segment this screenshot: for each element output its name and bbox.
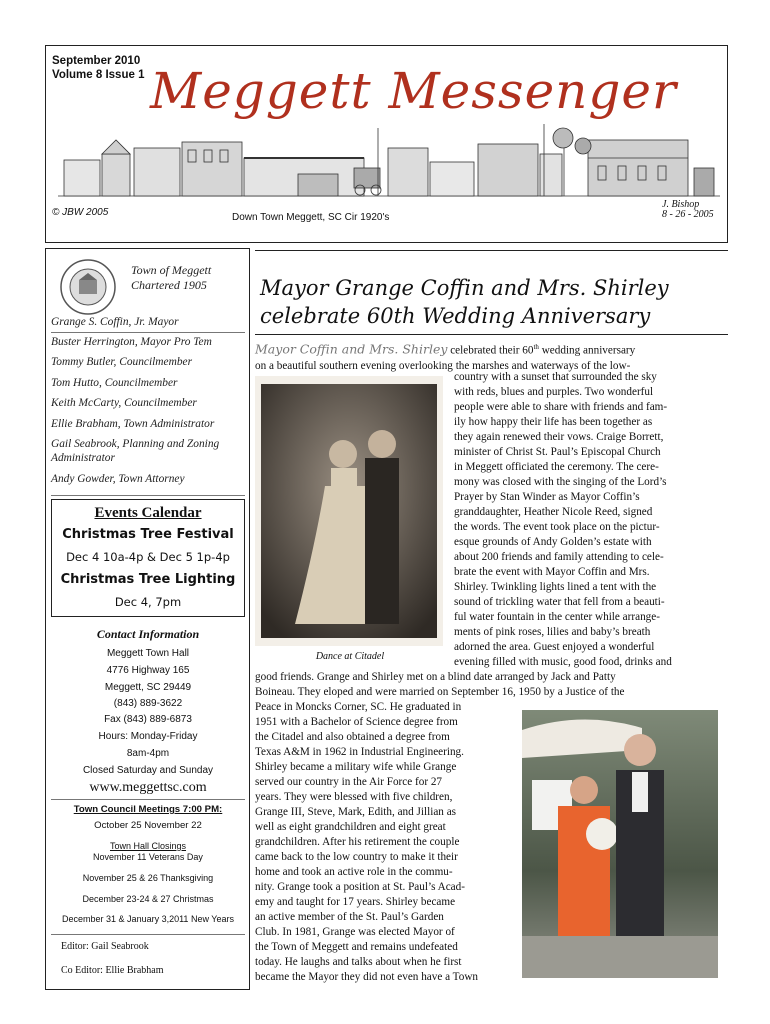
lead-text: celebrated their 60 bbox=[447, 344, 534, 357]
artist-signature: J. Bishop 8 - 26 - 2005 bbox=[662, 199, 714, 220]
article-line: mony was closed with the singing of the Lord’s bbox=[454, 476, 667, 488]
article-line: Club. In 1981, Grange was elected Mayor of bbox=[255, 926, 455, 938]
artist-credit: © JBW 2005 bbox=[52, 207, 109, 218]
article-line: evening filled with music, good food, drinks and bbox=[454, 656, 672, 668]
event-name: Christmas Tree Festival bbox=[62, 527, 234, 542]
official: Administrator bbox=[51, 452, 115, 464]
article-kicker: Mayor Coffin and Mrs. Shirley bbox=[255, 341, 448, 357]
article-line: emy and taught for 17 years. Shirley became bbox=[255, 896, 456, 908]
article-line: Shirley. Twinkling lights lined a tent with the bbox=[454, 581, 657, 593]
divider bbox=[51, 332, 245, 333]
article-line: country with a sunset that surrounded the sky bbox=[454, 371, 657, 383]
divider bbox=[51, 495, 245, 496]
editor-credit: Editor: Gail Seabrook bbox=[61, 941, 149, 952]
article-line: esque grounds of Andy Golden’s estate with bbox=[454, 536, 652, 548]
anniversary-couple-photo bbox=[522, 710, 718, 978]
article-line: ments of pink roses, lilies and baby’s breath bbox=[454, 626, 651, 638]
article-line: minister of Christ St. Paul’s Episcopal Church bbox=[454, 446, 661, 458]
article-line: in Meggett officiated the ceremony. The cere- bbox=[454, 461, 659, 473]
divider bbox=[255, 334, 728, 335]
article-line: nity. Grange took a position at St. Paul’s Acad- bbox=[255, 881, 465, 893]
co-editor-credit: Co Editor: Ellie Brabham bbox=[61, 965, 164, 976]
contact-line: Meggett Town Hall bbox=[106, 648, 190, 659]
lead-line bbox=[255, 340, 715, 359]
official: Andy Gowder, Town Attorney bbox=[51, 473, 185, 485]
headline-line: Mayor Grange Coffin and Mrs. Shirley bbox=[260, 276, 669, 300]
closing-date: December 31 & January 3,2011 New Years bbox=[62, 914, 234, 924]
article-line: granddaughter, Heather Nicole Reed, signed bbox=[454, 506, 653, 518]
lead-text: wedding anniversary bbox=[538, 344, 636, 357]
article-line: Shirley became a military wife while Grange bbox=[255, 761, 457, 773]
headline-line: celebrate 60th Wedding Anniversary bbox=[260, 304, 651, 328]
article-line: ful water fountain in the center while arrange- bbox=[454, 611, 660, 623]
article-line: the Citadel and also obtained a degree from bbox=[255, 731, 450, 743]
article-column-right bbox=[454, 370, 716, 670]
official: Tommy Butler, Councilmember bbox=[51, 356, 193, 368]
article-line: years. They were blessed with five children, bbox=[255, 791, 453, 803]
article-line: about 200 friends and family attending to cele- bbox=[454, 551, 664, 563]
article-line: sound of trickling water that fell from a beauti- bbox=[454, 596, 665, 608]
divider bbox=[51, 799, 245, 800]
article-line: Grange III, Steve, Mark, Edith, and Jillian as bbox=[255, 806, 457, 818]
article-line: brate the event with Mayor Coffin and Mrs. bbox=[454, 566, 650, 578]
lead-line: on a beautiful southern evening overlooking the marshes and waterways of the low- bbox=[255, 359, 631, 372]
article-line: became the Mayor they did not even have a Town bbox=[255, 971, 478, 983]
council-meetings-title: Town Council Meetings 7:00 PM: bbox=[73, 804, 223, 815]
article-line: 1951 with a Bachelor of Science degree from bbox=[255, 716, 458, 728]
town-header bbox=[131, 263, 211, 293]
event-date: Dec 4 10a-4p & Dec 5 1p-4p bbox=[66, 550, 230, 564]
article-line: with reds, blues and purples. Two wonderful bbox=[454, 386, 654, 398]
closings-title: Town Hall Closings bbox=[109, 841, 187, 851]
photo-caption: Dance at Citadel bbox=[315, 651, 385, 662]
contact-line: Closed Saturday and Sunday bbox=[82, 765, 214, 776]
article-line: they again renewed their vows. Craige Borrett, bbox=[454, 431, 664, 443]
article-line: well as eight grandchildren and eight great bbox=[255, 821, 446, 833]
event-date: Dec 4, 7pm bbox=[114, 595, 182, 609]
divider bbox=[255, 250, 728, 251]
contact-line: Hours: Monday-Friday bbox=[98, 731, 198, 742]
contact-fax: Fax (843) 889-6873 bbox=[104, 714, 192, 725]
town-name: Town of Meggett bbox=[131, 263, 212, 277]
official: Buster Herrington, Mayor Pro Tem bbox=[51, 336, 212, 348]
council-meetings-dates: October 25 November 22 bbox=[94, 820, 202, 831]
article-line: home and took an active role in the commu- bbox=[255, 866, 453, 878]
article-line: Prayer by Stan Winder as Mayor Coffin’s bbox=[454, 491, 640, 503]
article-line: served our country in the Air Force for 27 bbox=[255, 776, 443, 788]
article-line: people were able to share with friends and fam- bbox=[454, 401, 668, 413]
article-line: the words. The event took place on the pictur- bbox=[454, 521, 660, 533]
article-line: came back to the low country to make it their bbox=[255, 851, 458, 863]
article-headline bbox=[260, 274, 669, 330]
newsletter-title: Meggett Messenger bbox=[150, 62, 677, 120]
article-line: Peace in Moncks Corner, SC. He graduated in bbox=[255, 701, 462, 713]
events-calendar-title: Events Calendar bbox=[94, 505, 202, 521]
official: Grange S. Coffin, Jr. Mayor bbox=[51, 316, 179, 328]
official: Gail Seabrook, Planning and Zoning bbox=[51, 438, 220, 450]
article-line: adorned the area. Guest enjoyed a wonderful bbox=[454, 641, 655, 653]
official: Keith McCarty, Councilmember bbox=[51, 397, 197, 409]
article-line: the Town of Meggett and remains undefeated bbox=[255, 941, 458, 953]
article-line: today. He laughs and talks about when he first bbox=[255, 956, 462, 968]
article-line: good friends. Grange and Shirley met on a blind date arranged by Jack and Patty bbox=[255, 671, 616, 683]
closing-date: December 23-24 & 27 Christmas bbox=[82, 894, 214, 904]
website-link[interactable]: www.meggettsc.com bbox=[89, 780, 207, 795]
contact-line: Meggett, SC 29449 bbox=[104, 682, 192, 693]
contact-line: 8am-4pm bbox=[126, 748, 170, 759]
article-column-left bbox=[255, 700, 517, 985]
divider bbox=[51, 934, 245, 935]
article-full-width bbox=[255, 670, 717, 700]
town-chartered: Chartered 1905 bbox=[131, 278, 207, 292]
article-line: Boineau. They eloped and were married on September 16, 1950 by a Justice of the bbox=[255, 686, 625, 698]
official: Tom Hutto, Councilmember bbox=[51, 377, 178, 389]
sketch-caption: Down Town Meggett, SC Cir 1920's bbox=[232, 212, 390, 223]
contact-line: 4776 Highway 165 bbox=[106, 665, 190, 676]
issue-info bbox=[52, 54, 144, 82]
lead-superscript: th bbox=[533, 343, 539, 351]
article-line: an active member of the St. Paul’s Garden bbox=[255, 911, 444, 923]
official: Ellie Brabham, Town Administrator bbox=[51, 418, 215, 430]
citadel-dance-photo bbox=[255, 376, 443, 646]
town-seal-icon bbox=[59, 258, 117, 316]
closing-date: November 11 Veterans Day bbox=[93, 852, 203, 862]
event-name: Christmas Tree Lighting bbox=[60, 572, 236, 587]
article-line: ily how happy their life has been together as bbox=[454, 416, 653, 428]
contact-title: Contact Information bbox=[96, 627, 200, 641]
article-line: grandchildren. After his retirement the couple bbox=[255, 836, 460, 848]
contact-phone: (843) 889-3622 bbox=[113, 698, 183, 709]
downtown-sketch-image bbox=[58, 118, 720, 206]
article-lead bbox=[255, 340, 715, 374]
closing-date: November 25 & 26 Thanksgiving bbox=[82, 873, 214, 883]
issue-date: September 2010 bbox=[52, 55, 141, 67]
article-line: Texas A&M in 1962 in Industrial Engineering. bbox=[255, 746, 464, 758]
issue-volume: Volume 8 Issue 1 bbox=[52, 69, 145, 81]
